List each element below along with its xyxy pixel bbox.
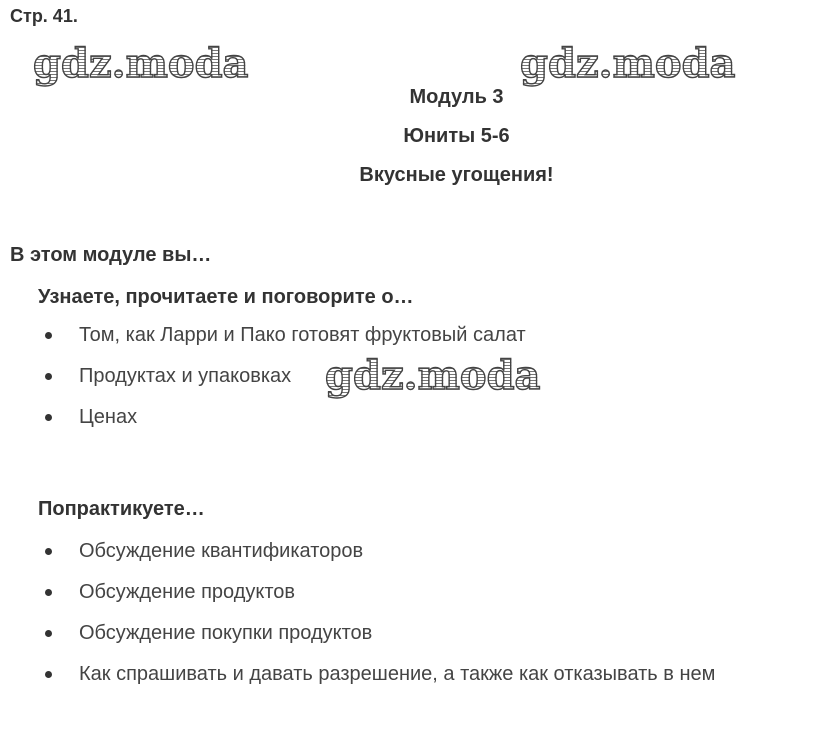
list-item-text: Продуктах и упаковках bbox=[79, 365, 292, 387]
list-item-text: Том, как Ларри и Пако готовят фруктовый салат bbox=[79, 324, 526, 346]
watermark-logo: gdz.moda bbox=[520, 40, 736, 87]
learn-section-title: Узнаете, прочитаете и поговорите о… bbox=[38, 286, 414, 308]
list-item-text: Ценах bbox=[79, 406, 138, 428]
topic-heading: Вкусные угощения! bbox=[359, 164, 554, 186]
watermark-logo: gdz.moda bbox=[33, 40, 249, 87]
list-item bbox=[38, 580, 715, 621]
list-item-text: Обсуждение квантификаторов bbox=[79, 540, 364, 562]
list-item bbox=[38, 662, 715, 703]
list-item bbox=[38, 539, 715, 580]
page-reference: Стр. 41. bbox=[10, 6, 78, 26]
bullet-icon bbox=[45, 548, 52, 555]
bullet-icon bbox=[45, 373, 52, 380]
watermark-logo: gdz.moda bbox=[325, 352, 541, 399]
list-item bbox=[38, 405, 526, 446]
practice-list bbox=[38, 539, 715, 703]
bullet-icon bbox=[45, 332, 52, 339]
module-heading: Модуль 3 bbox=[409, 86, 504, 108]
practice-section-title: Попрактикуете… bbox=[38, 498, 205, 520]
list-item-text: Как спрашивать и давать разрешение, а также как отказывать в нем bbox=[79, 663, 716, 685]
list-item-text: Обсуждение покупки продуктов bbox=[79, 622, 373, 644]
units-heading: Юниты 5-6 bbox=[403, 125, 510, 147]
list-item bbox=[38, 621, 715, 662]
bullet-icon bbox=[45, 630, 52, 637]
bullet-icon bbox=[45, 414, 52, 421]
bullet-icon bbox=[45, 671, 52, 678]
intro-text: В этом модуле вы… bbox=[10, 244, 212, 266]
list-item-text: Обсуждение продуктов bbox=[79, 581, 296, 603]
bullet-icon bbox=[45, 589, 52, 596]
